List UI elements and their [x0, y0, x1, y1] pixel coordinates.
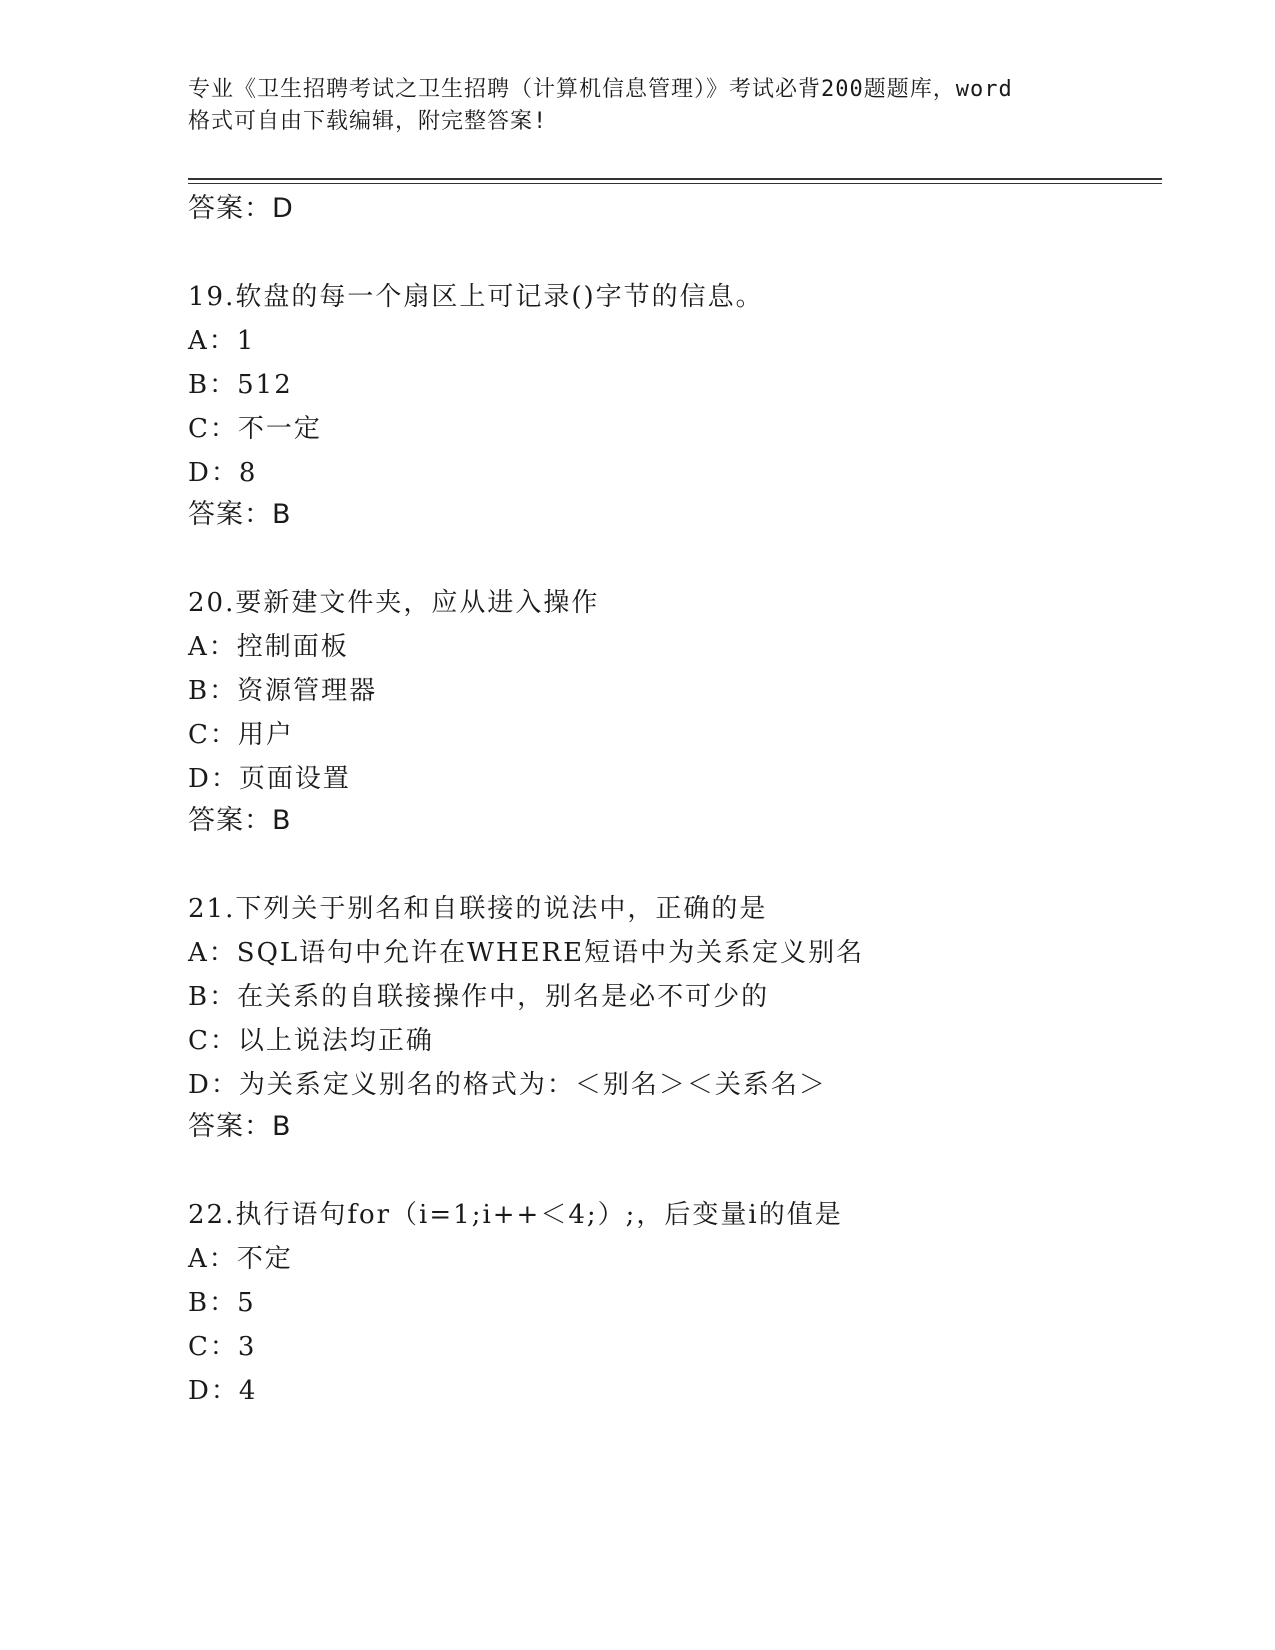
header-divider: [188, 178, 1162, 180]
answer-18: 答案：D: [188, 193, 294, 224]
question-22-option-b: B：5: [188, 1288, 256, 1318]
answer-20: 答案：B: [188, 805, 292, 836]
question-22-option-c: C：3: [188, 1332, 257, 1362]
question-20-option-c: C：用户: [188, 720, 294, 750]
question-22-title: 22.执行语句for（i=1;i++＜4;）;，后变量i的值是: [188, 1200, 843, 1230]
answer-19: 答案：B: [188, 499, 292, 530]
header-line-2: 格式可自由下载编辑，附完整答案!: [188, 109, 548, 134]
question-19-option-d: D：8: [188, 458, 258, 488]
question-22-option-d: D：4: [188, 1376, 258, 1406]
answer-21: 答案：B: [188, 1111, 292, 1142]
question-19-option-a: A：1: [188, 326, 256, 356]
question-21-title: 21.下列关于别名和自联接的说法中，正确的是: [188, 894, 768, 924]
question-20-option-b: B：资源管理器: [188, 676, 378, 706]
question-21-option-a: A：SQL语句中允许在WHERE短语中为关系定义别名: [188, 938, 865, 968]
header-divider-thin: [188, 183, 1162, 184]
question-21-option-c: C：以上说法均正确: [188, 1026, 434, 1056]
question-19-option-b: B：512: [188, 370, 293, 400]
question-19-title: 19.软盘的每一个扇区上可记录()字节的信息。: [188, 282, 764, 312]
question-19-option-c: C：不一定: [188, 414, 322, 444]
question-21-option-b: B：在关系的自联接操作中，别名是必不可少的: [188, 982, 770, 1012]
question-22-option-a: A：不定: [188, 1244, 293, 1274]
question-20-title: 20.要新建文件夹，应从进入操作: [188, 588, 600, 618]
header-line-1: 专业《卫生招聘考试之卫生招聘（计算机信息管理）》考试必背200题题库，word: [188, 77, 1013, 102]
question-20-option-d: D：页面设置: [188, 764, 351, 794]
question-21-option-d: D：为关系定义别名的格式为：＜别名＞＜关系名＞: [188, 1070, 827, 1100]
document-header: [188, 74, 1088, 138]
question-20-option-a: A：控制面板: [188, 632, 349, 662]
